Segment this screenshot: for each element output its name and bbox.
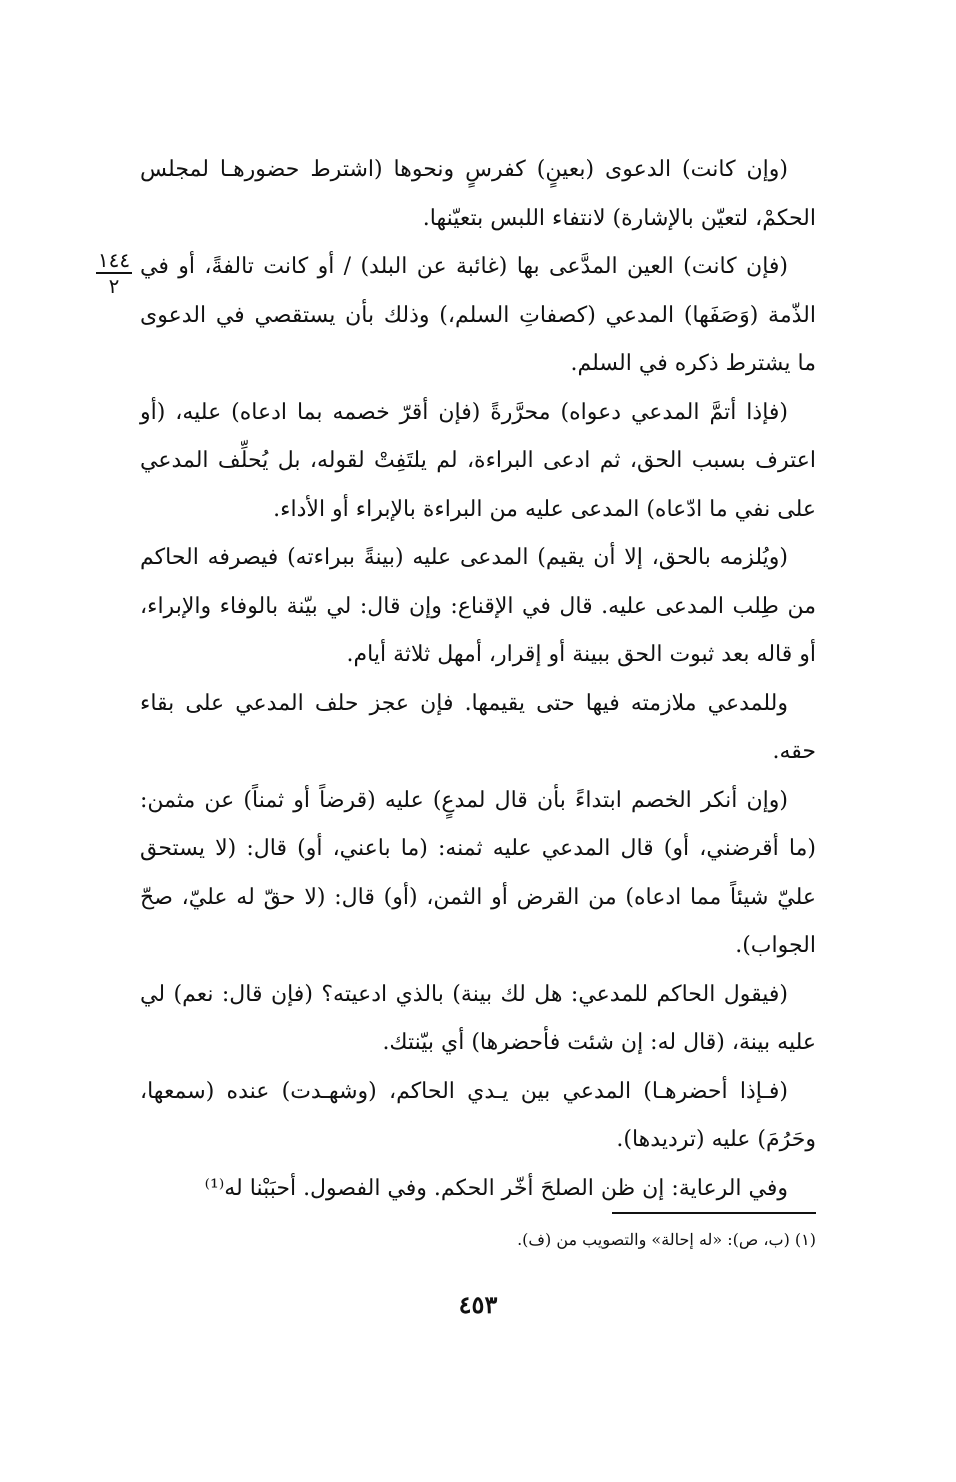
folio-number: ١٤٤ <box>97 248 131 272</box>
paragraph-2: (فإن كانت) العين المدَّعى بها (غائبة عن البلد) / أو كانت تالفةً، أو في الذّمة (وَصَفَها) المدعي (كصفاتِ السلم،) وذلك بأن يستقصي في الدعوى ما يشترط ذكره في السلم. <box>140 254 816 376</box>
footnote: (١) (ب، ص): «له إحالة» والتصويب من (ف). <box>517 1230 816 1249</box>
paragraph-9: وفي الرعاية: إن ظن الصلحَ أخّر الحكم. وفي الفصول. أحبَبْنا له⁽¹⁾ <box>204 1175 788 1201</box>
marginal-manuscript-folio-note <box>96 250 132 296</box>
footnote-divider <box>612 1212 816 1214</box>
paragraph-6: (وإن أنكر الخصم ابتداءً بأن قال لمدعٍ) عليه (قرضاً أو ثمناً) عن مثمن: (ما أقرضني، أو) قال المدعي عليه ثمنه: (ما باعني، أو) قال: (لا يستحق عليّ شيئاً مما ادعاه) من القرض أو الثمن، (أو) قال: (لا حقّ له عليّ، صحّ الجواب). <box>140 787 816 958</box>
main-text <box>140 146 816 1213</box>
paragraph-3: (فإذا أتمَّ المدعي دعواه) محرَّرةً (فإن أقرّ خصمه بما ادعاه) عليه، (أو اعترف بسبب الحق، ثم ادعى البراءة، لم يلتَفِتْ لقوله، بل يُحلِّف المدعي على نفي ما ادّعاه) المدعى عليه من البراءة بالإبراء أو الأداء. <box>140 399 816 522</box>
paragraph-5: وللمدعي ملازمته فيها حتى يقيمها. فإن عجز حلف المدعي على بقاء حقه. <box>140 690 816 764</box>
paragraph-4: (ويُلزمه بالحق، إلا أن يقيم) المدعى عليه (بينةً ببراءته) فيصرفه الحاكم من طِلب المدعى عليه. قال في الإقناع: وإن قال: لي بيّنة بالوفاء والإبراء، أو قاله بعد ثبوت الحق ببينة أو إقرار، أمهل ثلاثة أيام. <box>140 545 816 667</box>
page-number: ٤٥٣ <box>458 1290 498 1319</box>
paragraph-7: (فيقول الحاكم للمدعي: هل لك بينة) بالذي ادعيته؟ (فإن قال: نعم) لي عليه بينة، (قال له: إن شئت فأحضرها) أي بيّنتك. <box>140 981 816 1055</box>
folio-side: ٢ <box>108 274 120 298</box>
paragraph-1: (وإن كانت) الدعوى (بعينٍ) كفرسٍ ونحوها (اشترط حضورهـا لمجلس الحكمْ، لتعيّن بالإشارة) لانتفاء اللبس بتعيّنها. <box>140 157 816 231</box>
paragraph-8: (فـإذا أحضرهـا) المدعي بين يـدي الحاكم، (وشهـدت) عنده (سمعها، وحَرُمَ) عليه (ترديدها). <box>140 1078 816 1152</box>
